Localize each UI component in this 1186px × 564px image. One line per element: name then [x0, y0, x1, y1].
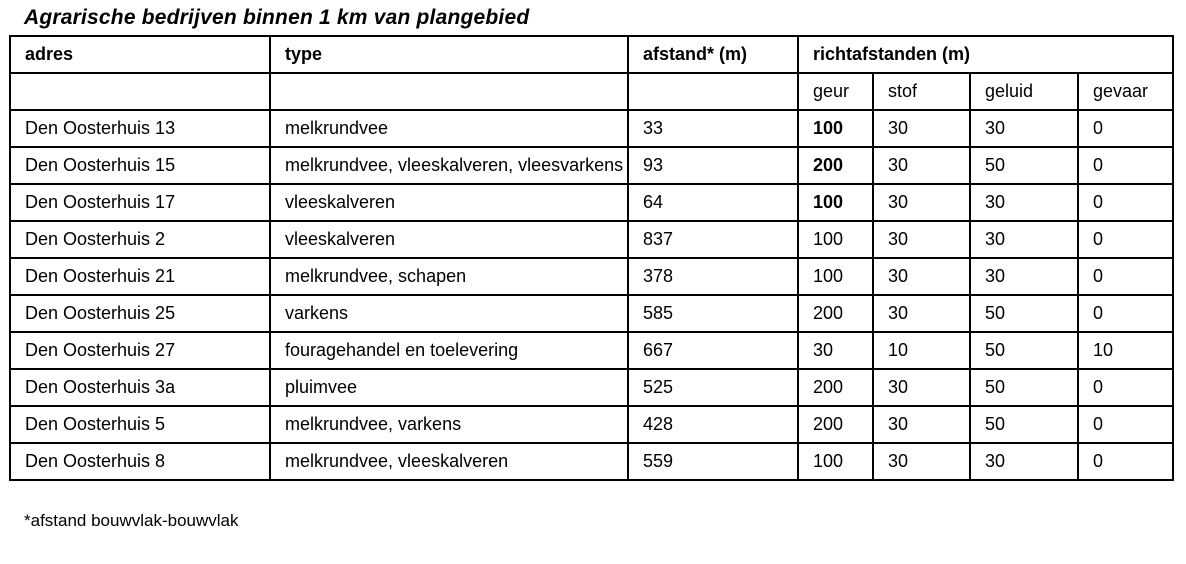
cell-gevaar: 0: [1078, 221, 1173, 258]
subheader-empty-type: [270, 73, 628, 110]
subheader-row: [10, 73, 1173, 110]
cell-type: varkens: [270, 295, 628, 332]
cell-gevaar: 0: [1078, 369, 1173, 406]
cell-adres: Den Oosterhuis 27: [10, 332, 270, 369]
subheader-gevaar: gevaar: [1078, 73, 1173, 110]
cell-afstand: 378: [628, 258, 798, 295]
cell-geluid: 30: [970, 184, 1078, 221]
subheader-empty-adres: [10, 73, 270, 110]
cell-gevaar: 0: [1078, 110, 1173, 147]
table-row: [10, 369, 1173, 406]
subheader-geur: geur: [798, 73, 873, 110]
cell-geur: 200: [798, 369, 873, 406]
cell-type: melkrundvee, varkens: [270, 406, 628, 443]
cell-afstand: 837: [628, 221, 798, 258]
cell-geur: 100: [798, 443, 873, 480]
footnote: *afstand bouwvlak-bouwvlak: [24, 511, 239, 530]
cell-stof: 30: [873, 406, 970, 443]
cell-afstand: 585: [628, 295, 798, 332]
cell-geluid: 50: [970, 369, 1078, 406]
cell-stof: 30: [873, 147, 970, 184]
cell-type: vleeskalveren: [270, 221, 628, 258]
cell-geur: 100: [798, 258, 873, 295]
cell-afstand: 428: [628, 406, 798, 443]
table-row: [10, 221, 1173, 258]
agrarische-bedrijven-table: [9, 35, 1174, 481]
cell-adres: Den Oosterhuis 5: [10, 406, 270, 443]
cell-stof: 30: [873, 258, 970, 295]
table-row: [10, 406, 1173, 443]
table-title: Agrarische bedrijven binnen 1 km van plangebied: [24, 6, 530, 29]
table-row: [10, 147, 1173, 184]
header-type: type: [270, 36, 628, 73]
cell-adres: Den Oosterhuis 15: [10, 147, 270, 184]
table-row: [10, 332, 1173, 369]
cell-geluid: 50: [970, 332, 1078, 369]
cell-stof: 30: [873, 184, 970, 221]
cell-geur: 100: [798, 184, 873, 221]
cell-adres: Den Oosterhuis 8: [10, 443, 270, 480]
cell-afstand: 33: [628, 110, 798, 147]
cell-stof: 30: [873, 295, 970, 332]
cell-afstand: 93: [628, 147, 798, 184]
cell-geur: 200: [798, 295, 873, 332]
cell-afstand: 525: [628, 369, 798, 406]
cell-gevaar: 0: [1078, 147, 1173, 184]
table-row: [10, 443, 1173, 480]
cell-geluid: 50: [970, 147, 1078, 184]
table-row: [10, 295, 1173, 332]
cell-geur: 200: [798, 406, 873, 443]
cell-geur: 200: [798, 147, 873, 184]
cell-stof: 30: [873, 110, 970, 147]
cell-adres: Den Oosterhuis 17: [10, 184, 270, 221]
cell-stof: 10: [873, 332, 970, 369]
table-row: [10, 110, 1173, 147]
header-row: [10, 36, 1173, 73]
cell-stof: 30: [873, 369, 970, 406]
cell-type: pluimvee: [270, 369, 628, 406]
header-adres: adres: [10, 36, 270, 73]
cell-type: melkrundvee: [270, 110, 628, 147]
cell-type: fouragehandel en toelevering: [270, 332, 628, 369]
cell-gevaar: 0: [1078, 258, 1173, 295]
cell-type: melkrundvee, vleeskalveren, vleesvarkens: [270, 147, 628, 184]
table-body: [10, 110, 1173, 480]
cell-geur: 30: [798, 332, 873, 369]
cell-stof: 30: [873, 221, 970, 258]
cell-type: melkrundvee, vleeskalveren: [270, 443, 628, 480]
table-row: [10, 184, 1173, 221]
cell-stof: 30: [873, 443, 970, 480]
header-afstand: afstand* (m): [628, 36, 798, 73]
cell-gevaar: 0: [1078, 406, 1173, 443]
cell-adres: Den Oosterhuis 13: [10, 110, 270, 147]
cell-type: melkrundvee, schapen: [270, 258, 628, 295]
cell-gevaar: 0: [1078, 184, 1173, 221]
cell-geluid: 30: [970, 110, 1078, 147]
cell-gevaar: 10: [1078, 332, 1173, 369]
cell-geluid: 50: [970, 406, 1078, 443]
cell-gevaar: 0: [1078, 295, 1173, 332]
subheader-empty-afstand: [628, 73, 798, 110]
cell-afstand: 667: [628, 332, 798, 369]
cell-afstand: 559: [628, 443, 798, 480]
table-row: [10, 258, 1173, 295]
subheader-stof: stof: [873, 73, 970, 110]
cell-afstand: 64: [628, 184, 798, 221]
cell-adres: Den Oosterhuis 21: [10, 258, 270, 295]
cell-gevaar: 0: [1078, 443, 1173, 480]
cell-geluid: 30: [970, 221, 1078, 258]
subheader-geluid: geluid: [970, 73, 1078, 110]
cell-type: vleeskalveren: [270, 184, 628, 221]
cell-geluid: 30: [970, 443, 1078, 480]
cell-geur: 100: [798, 221, 873, 258]
cell-geluid: 30: [970, 258, 1078, 295]
cell-geur: 100: [798, 110, 873, 147]
cell-geluid: 50: [970, 295, 1078, 332]
cell-adres: Den Oosterhuis 3a: [10, 369, 270, 406]
cell-adres: Den Oosterhuis 2: [10, 221, 270, 258]
cell-adres: Den Oosterhuis 25: [10, 295, 270, 332]
header-richtafstanden: richtafstanden (m): [798, 36, 1173, 73]
